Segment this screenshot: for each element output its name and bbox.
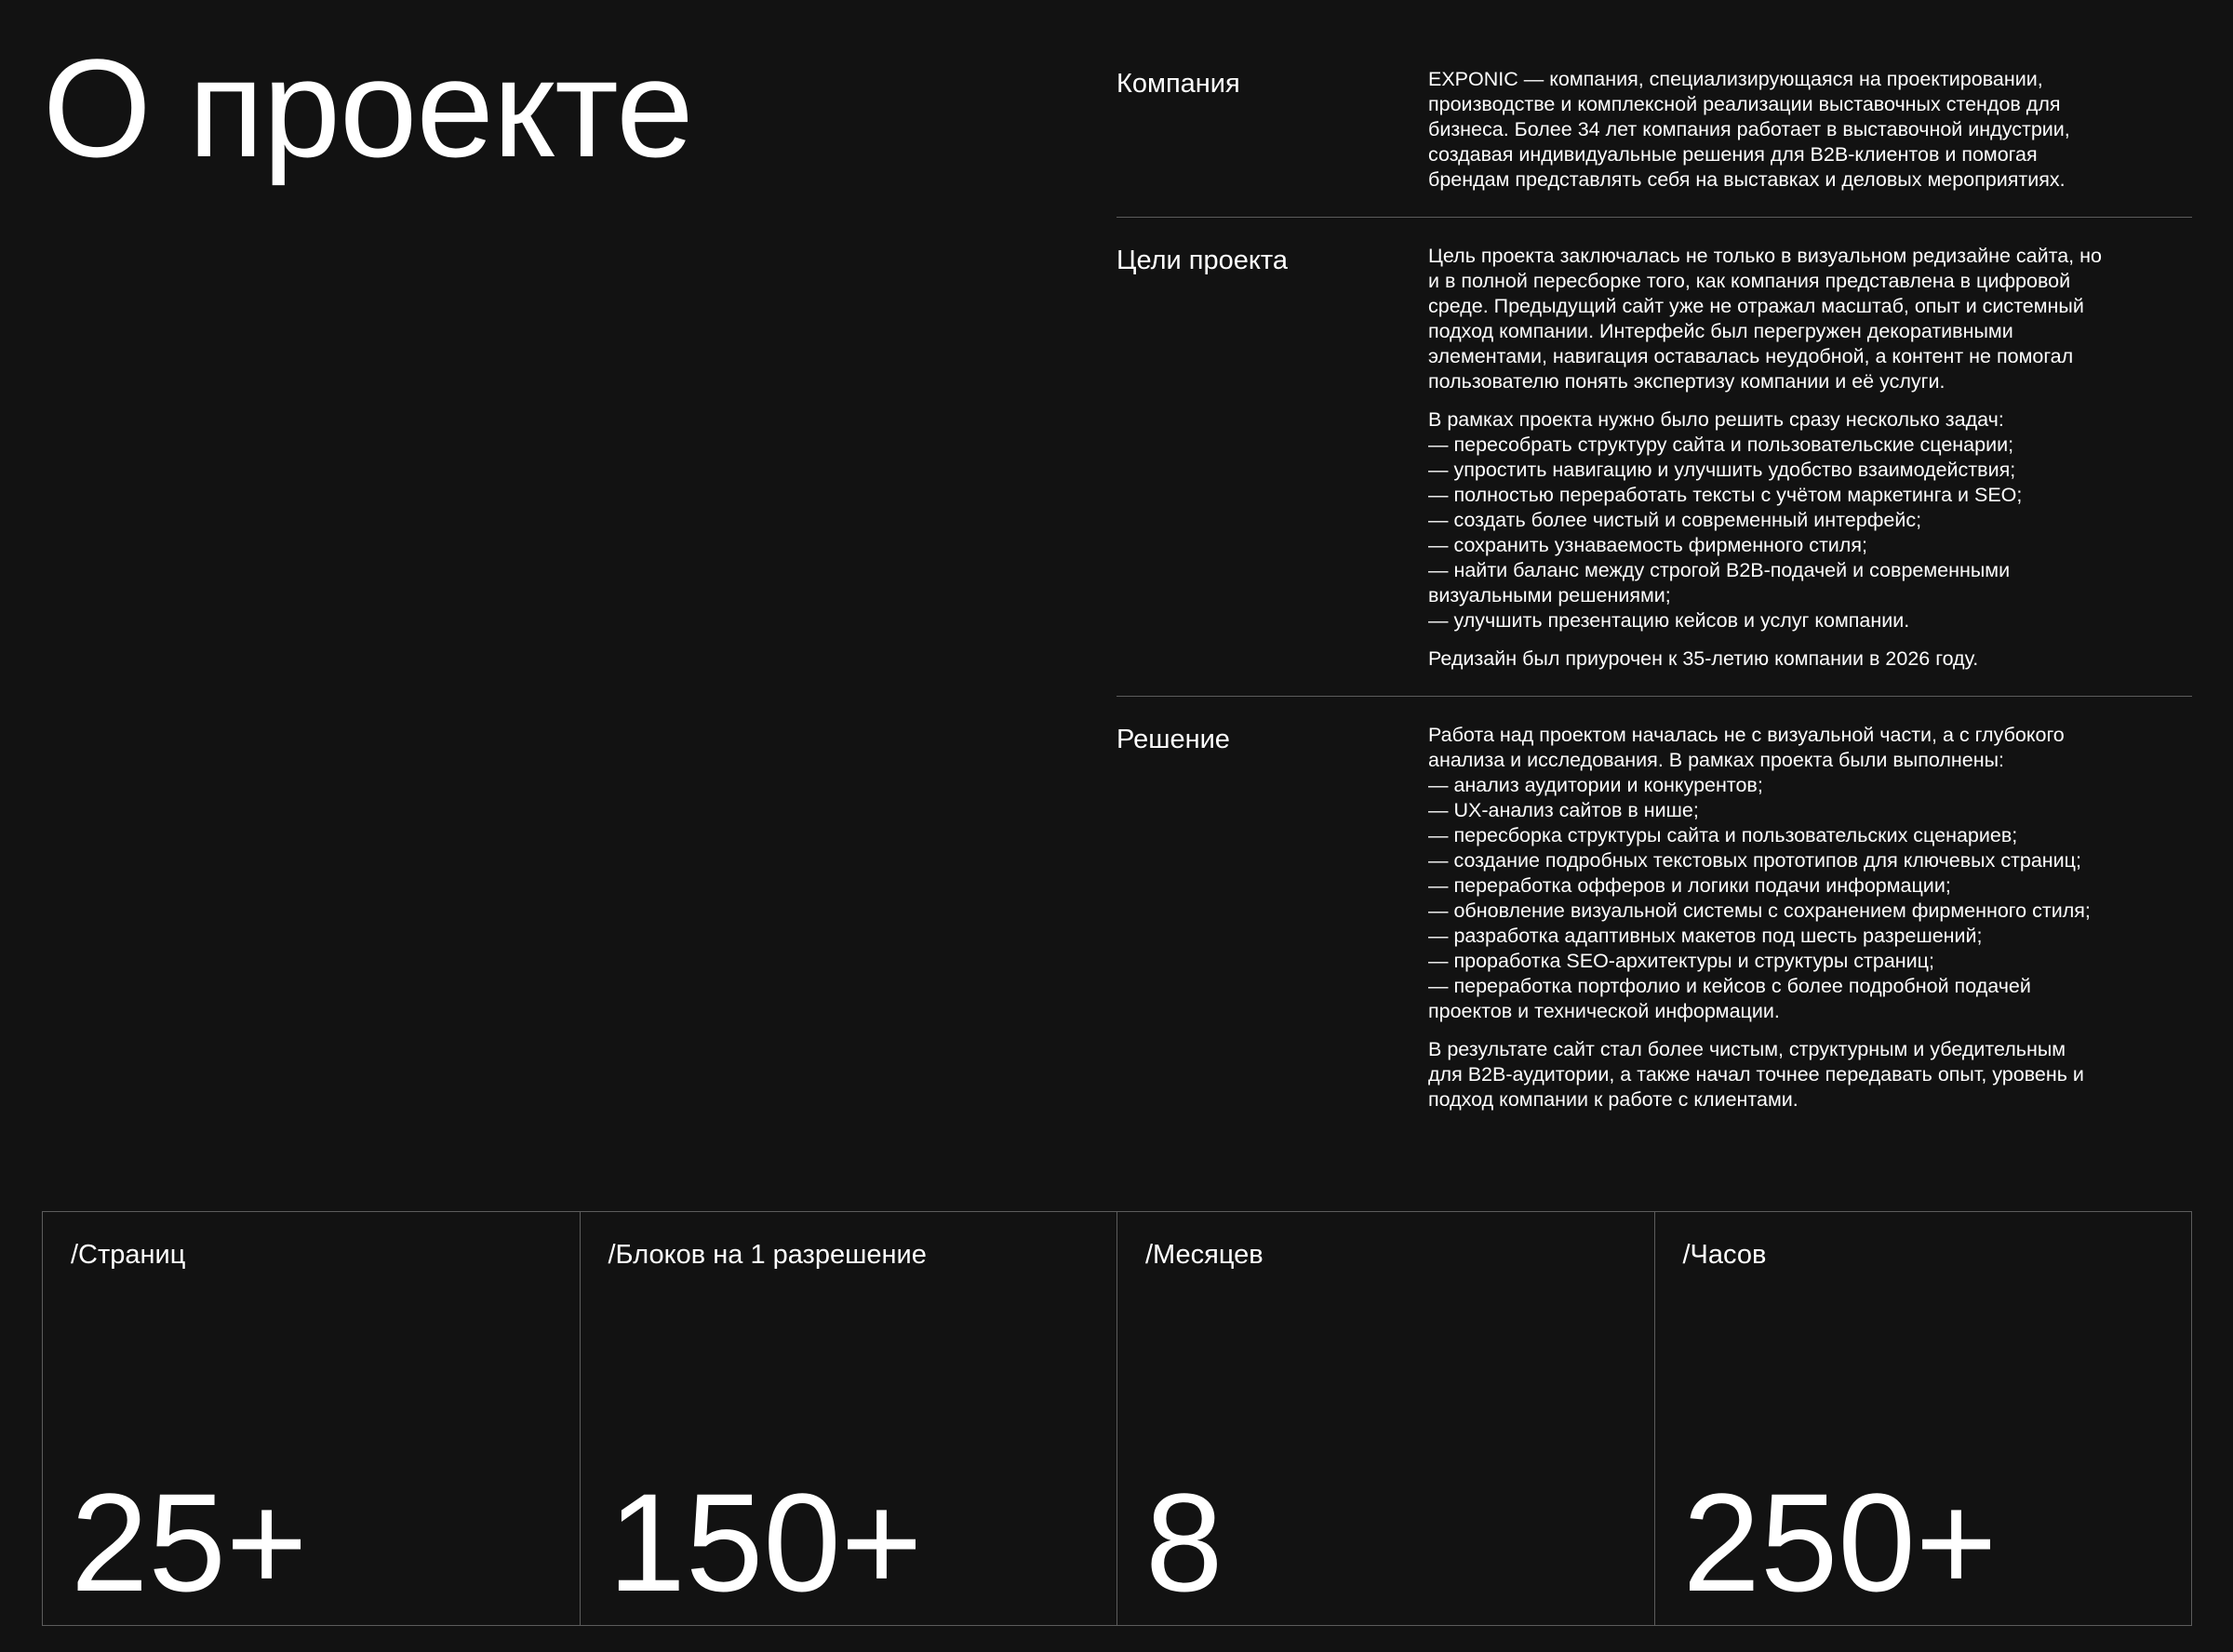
text-line: В результате сайт стал более чистым, структурным и убедительным (1428, 1038, 2066, 1060)
text-line: — пересобрать структуру сайта и пользовательские сценарии; (1428, 433, 2014, 456)
info-row-solution (1116, 696, 2192, 1137)
text-line: бизнеса. Более 34 лет компания работает в выставочной индустрии, (1428, 118, 2070, 140)
info-paragraph (1428, 244, 2192, 394)
info-paragraph (1428, 646, 2192, 672)
text-line: — переработка офферов и логики подачи информации; (1428, 874, 1951, 897)
info-label: Цели проекта (1116, 246, 1288, 275)
text-line: пользователю понять экспертизу компании и её услуги. (1428, 370, 1946, 393)
text-line: В рамках проекта нужно было решить сразу несколько задач: (1428, 408, 2004, 431)
text-line: создавая индивидуальные решения для B2B-клиентов и помогая (1428, 143, 2038, 166)
stat-value: 150+ (608, 1464, 923, 1620)
stat-value: 8 (1145, 1464, 1223, 1620)
text-line: проектов и технической информации. (1428, 1000, 1780, 1022)
stat-label: /Месяцев (1145, 1240, 1264, 1270)
text-line: визуальными решениями; (1428, 584, 1671, 606)
text-line: элементами, навигация оставалась неудобной, а контент не помогал (1428, 345, 2074, 367)
info-paragraph (1428, 407, 2192, 633)
stat-label: /Страниц (71, 1240, 186, 1270)
info-row-company (1116, 63, 2192, 217)
stats-grid (42, 1211, 2192, 1626)
info-label: Решение (1116, 725, 1230, 754)
text-line: брендам представлять себя на выставках и деловых мероприятиях. (1428, 168, 2066, 191)
stat-label: /Блоков на 1 разрешение (608, 1240, 927, 1270)
text-line: — анализ аудитории и конкурентов; (1428, 774, 1763, 796)
text-line: производстве и комплексной реализации выставочных стендов для (1428, 93, 2061, 115)
text-line: — сохранить узнаваемость фирменного стиля; (1428, 534, 1867, 556)
text-line: — упростить навигацию и улучшить удобство взаимодействия; (1428, 459, 2016, 481)
text-line: — создать более чистый и современный интерфейс; (1428, 509, 1922, 531)
text-line: и в полной пересборке того, как компания представлена в цифровой (1428, 270, 2071, 292)
info-label: Компания (1116, 69, 1240, 99)
project-info (1116, 63, 2192, 1137)
text-line: — обновление визуальной системы с сохранением фирменного стиля; (1428, 899, 2091, 922)
text-line: — UX-анализ сайтов в нише; (1428, 799, 1699, 821)
text-line: среде. Предыдущий сайт уже не отражал масштаб, опыт и системный (1428, 295, 2084, 317)
info-text (1428, 67, 2192, 193)
stat-value: 250+ (1682, 1464, 1998, 1620)
text-line: — переработка портфолио и кейсов с более подробной подачей (1428, 975, 2031, 997)
stat-pages (43, 1212, 580, 1625)
stat-value: 25+ (71, 1464, 308, 1620)
text-line: — проработка SEO-архитектуры и структуры страниц; (1428, 950, 1934, 972)
info-row-goals (1116, 217, 2192, 696)
text-line: — разработка адаптивных макетов под шесть разрешений; (1428, 925, 1983, 947)
info-paragraph (1428, 723, 2192, 1024)
text-line: Цель проекта заключалась не только в визуальном редизайне сайта, но (1428, 245, 2102, 267)
text-line: Редизайн был приурочен к 35-летию компании в 2026 году. (1428, 647, 1979, 670)
stat-months (1116, 1212, 1654, 1625)
text-line: подход компании. Интерфейс был перегружен декоративными (1428, 320, 2013, 342)
stat-hours (1654, 1212, 2192, 1625)
text-line: подход компании к работе с клиентами. (1428, 1088, 1798, 1111)
text-line: анализа и исследования. В рамках проекта были выполнены: (1428, 749, 2005, 771)
page-title: О проекте (43, 30, 693, 186)
info-text (1428, 244, 2192, 672)
stat-label: /Часов (1682, 1240, 1767, 1270)
info-paragraph (1428, 1037, 2192, 1112)
info-paragraph (1428, 67, 2192, 193)
text-line: — найти баланс между строгой B2B-подачей и современными (1428, 559, 2011, 581)
info-text (1428, 723, 2192, 1112)
text-line: для B2B-аудитории, а также начал точнее передавать опыт, уровень и (1428, 1063, 2084, 1086)
text-line: — полностью переработать тексты с учётом маркетинга и SEO; (1428, 484, 2023, 506)
text-line: — пересборка структуры сайта и пользовательских сценариев; (1428, 824, 2018, 846)
text-line: EXPONIC — компания, специализирующаяся на проектировании, (1428, 68, 2043, 90)
stat-blocks (580, 1212, 1117, 1625)
text-line: Работа над проектом началась не с визуальной части, а с глубокого (1428, 724, 2065, 746)
text-line: — создание подробных текстовых прототипов для ключевых страниц; (1428, 849, 2081, 872)
text-line: — улучшить презентацию кейсов и услуг компании. (1428, 609, 1910, 632)
